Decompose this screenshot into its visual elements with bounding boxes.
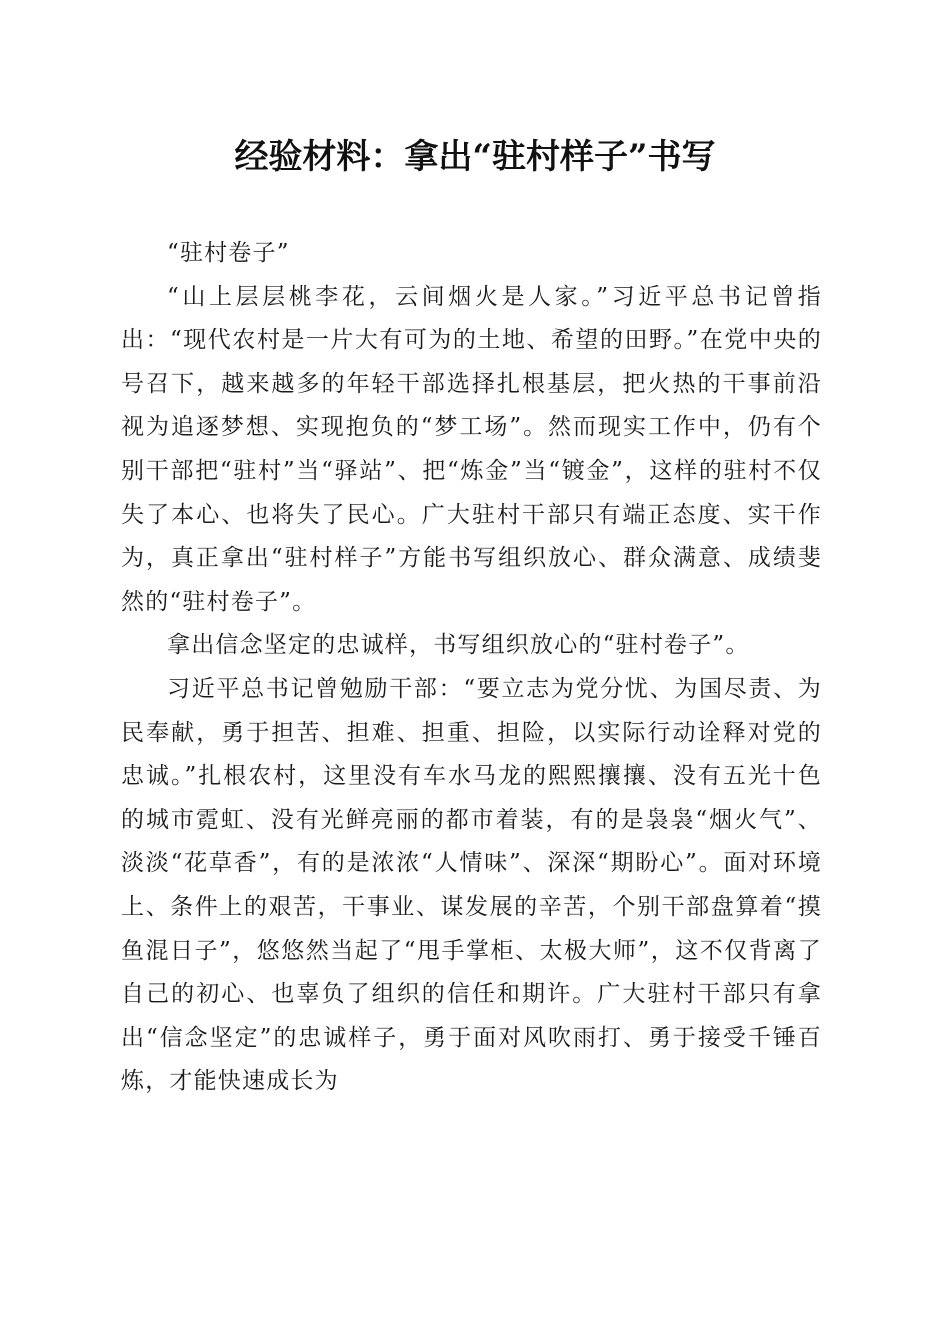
paragraph-section-heading: 拿出信念坚定的忠诚样，书写组织放心的“驻村卷子”。 [167, 632, 750, 659]
document-body [121, 232, 822, 1104]
paragraph-subheading: “驻村卷子” [167, 240, 290, 266]
paragraph-section-body: 习近平总书记曾勉励干部：“要立志为党分忧、为国尽责、为民奉献，勇于担苦、担难、担重、担险，以实际行动诠释对党的忠诚。”扎根农村，这里没有车水马龙的熙熙攘攘、没有五光十色的城市霓虹、没有光鲜亮丽的都市着装，有的是袅袅“烟火气”、淡淡“花草香”，有的是浓浓“人情味”、深深“期盼心”。面对环境上、条件上的艰苦，干事业、谋发展的辛苦，个别干部盘算着“摸鱼混日子”，悠悠然当起了“甩手掌柜、太极大师”，这不仅背离了自己的初心、也辜负了组织的信任和期许。广大驻村干部只有拿出“信念坚定”的忠诚样子，勇于面对风吹雨打、勇于接受千锤百炼，才能快速成长为 [121, 675, 822, 1095]
document-title: 经验材料：拿出“驻村样子”书写 [234, 137, 716, 177]
paragraph-intro: “山上层层桃李花，云间烟火是人家。”习近平总书记曾指出：“现代农村是一片大有可为的土地、希望的田野。”在党中央的号召下，越来越多的年轻干部选择扎根基层，把火热的干事前沿视为追逐梦想、实现抱负的“梦工场”。然而现实工作中，仍有个别干部把“驻村”当“驿站”、把“炼金”当“镀金”，这样的驻村不仅失了本心、也将失了民心。广大驻村干部只有端正态度、实干作为，真正拿出“驻村样子”方能书写组织放心、群众满意、成绩斐然的“驻村卷子”。 [121, 283, 822, 615]
